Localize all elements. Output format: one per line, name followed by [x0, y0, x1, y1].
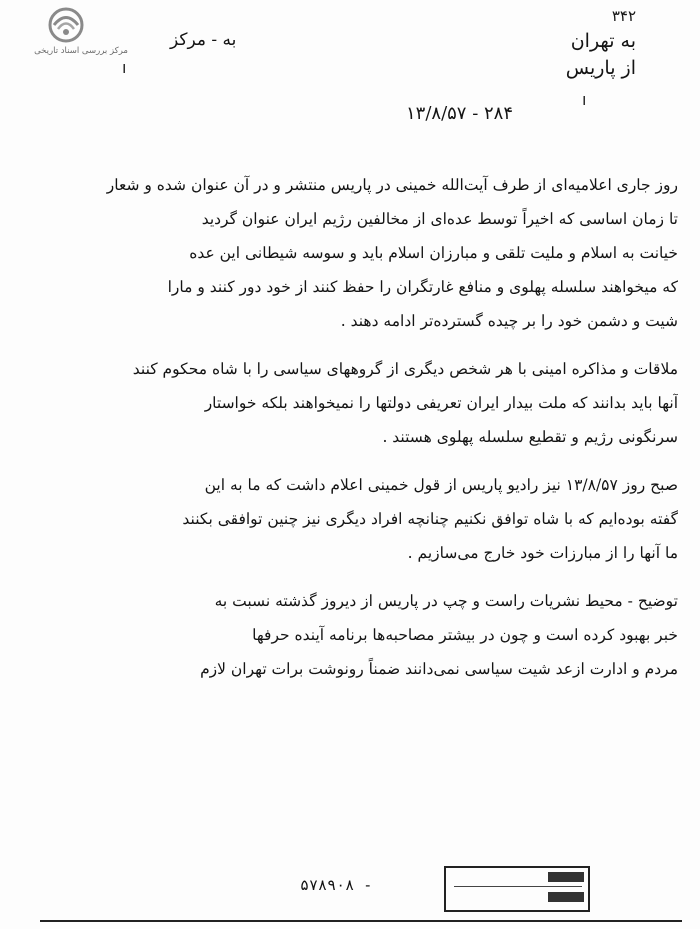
text-line: ملاقات و مذاکره امینی با هر شخص دیگری از گروههای سیاسی را با شاه محکوم کنند	[132, 360, 678, 378]
text-line: صبح روز ۱۳/۸/۵۷ نیز رادیو پاریس از قول خمینی اعلام داشت که ما به این	[204, 476, 678, 494]
header-origin: از پاریس	[565, 57, 636, 80]
page-bottom-rule	[40, 920, 682, 922]
paragraph	[22, 468, 678, 570]
ink-mark: ı	[122, 58, 127, 77]
letter-body	[22, 168, 678, 700]
addressee: به - مرکز	[170, 30, 237, 50]
document-date: ۲۸۴ - ۱۳/۸/۵۷	[406, 102, 514, 124]
text-line: سرنگونی رژیم و تقطیع سلسله پهلوی هستند .	[382, 428, 678, 446]
ink-mark: ı	[582, 90, 587, 109]
paragraph	[22, 168, 678, 338]
text-line: توضیح - محیط نشریات راست و چپ در پاریس از دیروز گذشته نسبت به	[214, 592, 678, 610]
archive-logo-icon	[44, 6, 88, 44]
text-line: ما آنها را از مبارزات خود خارج می‌سازیم .	[407, 544, 678, 562]
paragraph	[22, 584, 678, 686]
document-header	[406, 6, 636, 127]
text-line: خبر بهبود کرده است و چون در بیشتر مصاحبه‌ها برنامه آینده حرفها	[252, 626, 678, 644]
text-line: خیانت به اسلام و ملیت تلقی و مبارزان اسلام باید و سوسه شیطانی این عده	[189, 244, 678, 262]
text-line: که میخواهند سلسله پهلوی و منافع غارتگران را حفظ کنند از خود دور کنند و مارا	[167, 278, 678, 296]
text-line: آنها باید بدانند که ملت بیدار ایران تعریفی دولتها را نمیخواهند بلکه خواستار	[204, 394, 678, 412]
archive-logo-text: مرکز بررسی اسناد تاریخی	[34, 46, 128, 56]
text-line: تا زمان اساسی که اخیراً توسط عده‌ای از مخالفین رژیم ایران عنوان گردید	[201, 210, 678, 228]
text-line: شیت و دشمن خود را بر چیده گسترده‌تر ادامه دهند .	[340, 312, 678, 330]
document-code: ۳۴۲	[611, 7, 636, 25]
header-destination: به تهران	[570, 29, 636, 52]
paragraph	[22, 352, 678, 454]
serial-number: ۵۷۸۹۰۸ -	[300, 876, 373, 894]
registry-stamp	[444, 866, 590, 912]
text-line: گفته بوده‌ایم که با شاه توافق نکنیم چنانچه افراد دیگری نیز چنین توافقی بکنند	[182, 510, 678, 528]
text-line: روز جاری اعلامیه‌ای از طرف آیت‌الله خمینی در پاریس منتشر و در آن عنوان شده و شعار	[106, 176, 678, 194]
archive-logo	[6, 4, 156, 64]
text-line: مردم و ادارت ازعد شیت سیاسی نمی‌دانند ضمناً رونوشت برات تهران لازم	[200, 660, 678, 678]
